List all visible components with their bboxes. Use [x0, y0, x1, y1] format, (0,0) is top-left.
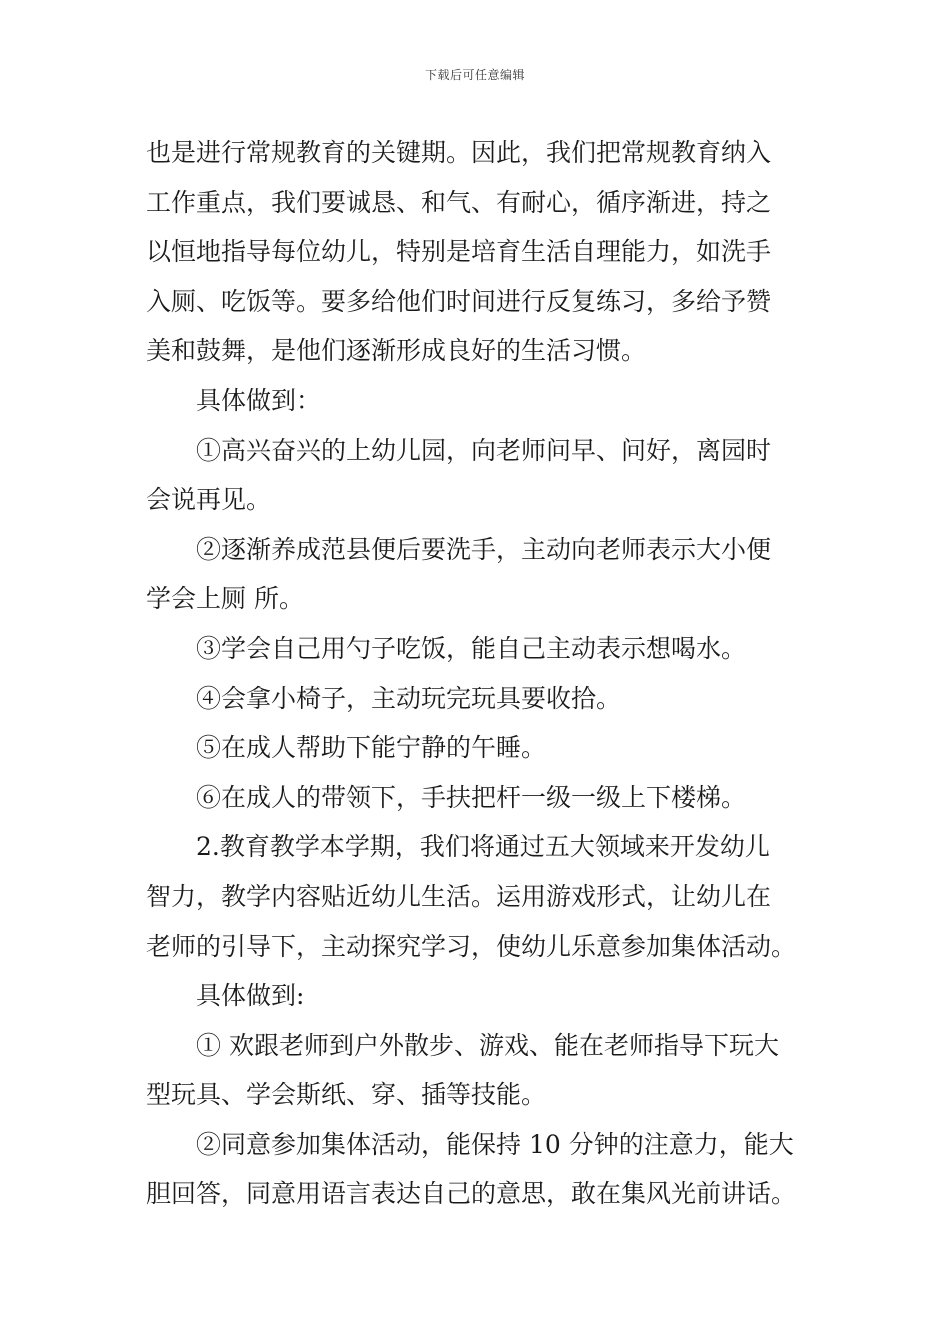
- text-line-20: 型玩具、学会斯纸、穿、插等技能。: [146, 1080, 547, 1110]
- text-line-22: 胆回答，同意用语言表达自己的意思，敢在集风光前讲话。: [146, 1179, 797, 1209]
- page-header: 下载后可任意编辑: [424, 68, 525, 82]
- text-line-14: ⑥在成人的带领下，手扶把杆一级一级上下楼梯。: [196, 782, 747, 812]
- text-line-12: ④会拿小椅子，主动玩完玩具要收拾。: [196, 683, 622, 713]
- text-line-7: ①高兴奋兴的上幼儿园，向老师问早、问好，离园时: [196, 435, 772, 465]
- document-body: [146, 128, 810, 1219]
- text-line-16: 智力，教学内容贴近幼儿生活。运用游戏形式，让幼儿在: [146, 881, 772, 911]
- text-line-4: 入厕、吃饭等。要多给他们时间进行反复练习，多给予赞: [146, 286, 772, 316]
- text-line-1: 也是进行常规教育的关键期。因此，我们把常规教育纳入: [146, 138, 772, 167]
- text-line-17: 老师的引导下，主动探究学习，使幼儿乐意参加集体活动。: [146, 931, 797, 961]
- text-line-6: 具体做到：: [196, 385, 322, 415]
- text-line-21: ②同意参加集体活动，能保持 10 分钟的注意力，能大: [196, 1129, 794, 1159]
- text-line-8: 会说再见。: [146, 485, 272, 515]
- text-line-11: ③学会自己用勺子吃饭，能自己主动表示想喝水。: [196, 633, 747, 663]
- text-line-15: 2.教育教学本学期，我们将通过五大领域来开发幼儿: [196, 832, 770, 862]
- text-line-19: ① 欢跟老师到户外散步、游戏、能在老师指导下玩大: [196, 1030, 779, 1060]
- text-line-3: 以恒地指导每位幼儿，特别是培育生活自理能力，如洗手: [146, 237, 772, 267]
- text-line-10: 学会上厕 所。: [146, 584, 304, 614]
- text-line-13: ⑤在成人帮助下能宁静的午睡。: [196, 733, 547, 763]
- text-line-2: 工作重点，我们要诚恳、和气、有耐心，循序渐进，持之: [146, 187, 772, 217]
- text-line-9: ②逐渐养成范县便后要洗手，主动向老师表示大小便: [196, 534, 772, 564]
- text-line-18: 具体做到:: [196, 981, 305, 1011]
- text-line-5: 美和鼓舞，是他们逐渐形成良好的生活习惯。: [146, 336, 647, 366]
